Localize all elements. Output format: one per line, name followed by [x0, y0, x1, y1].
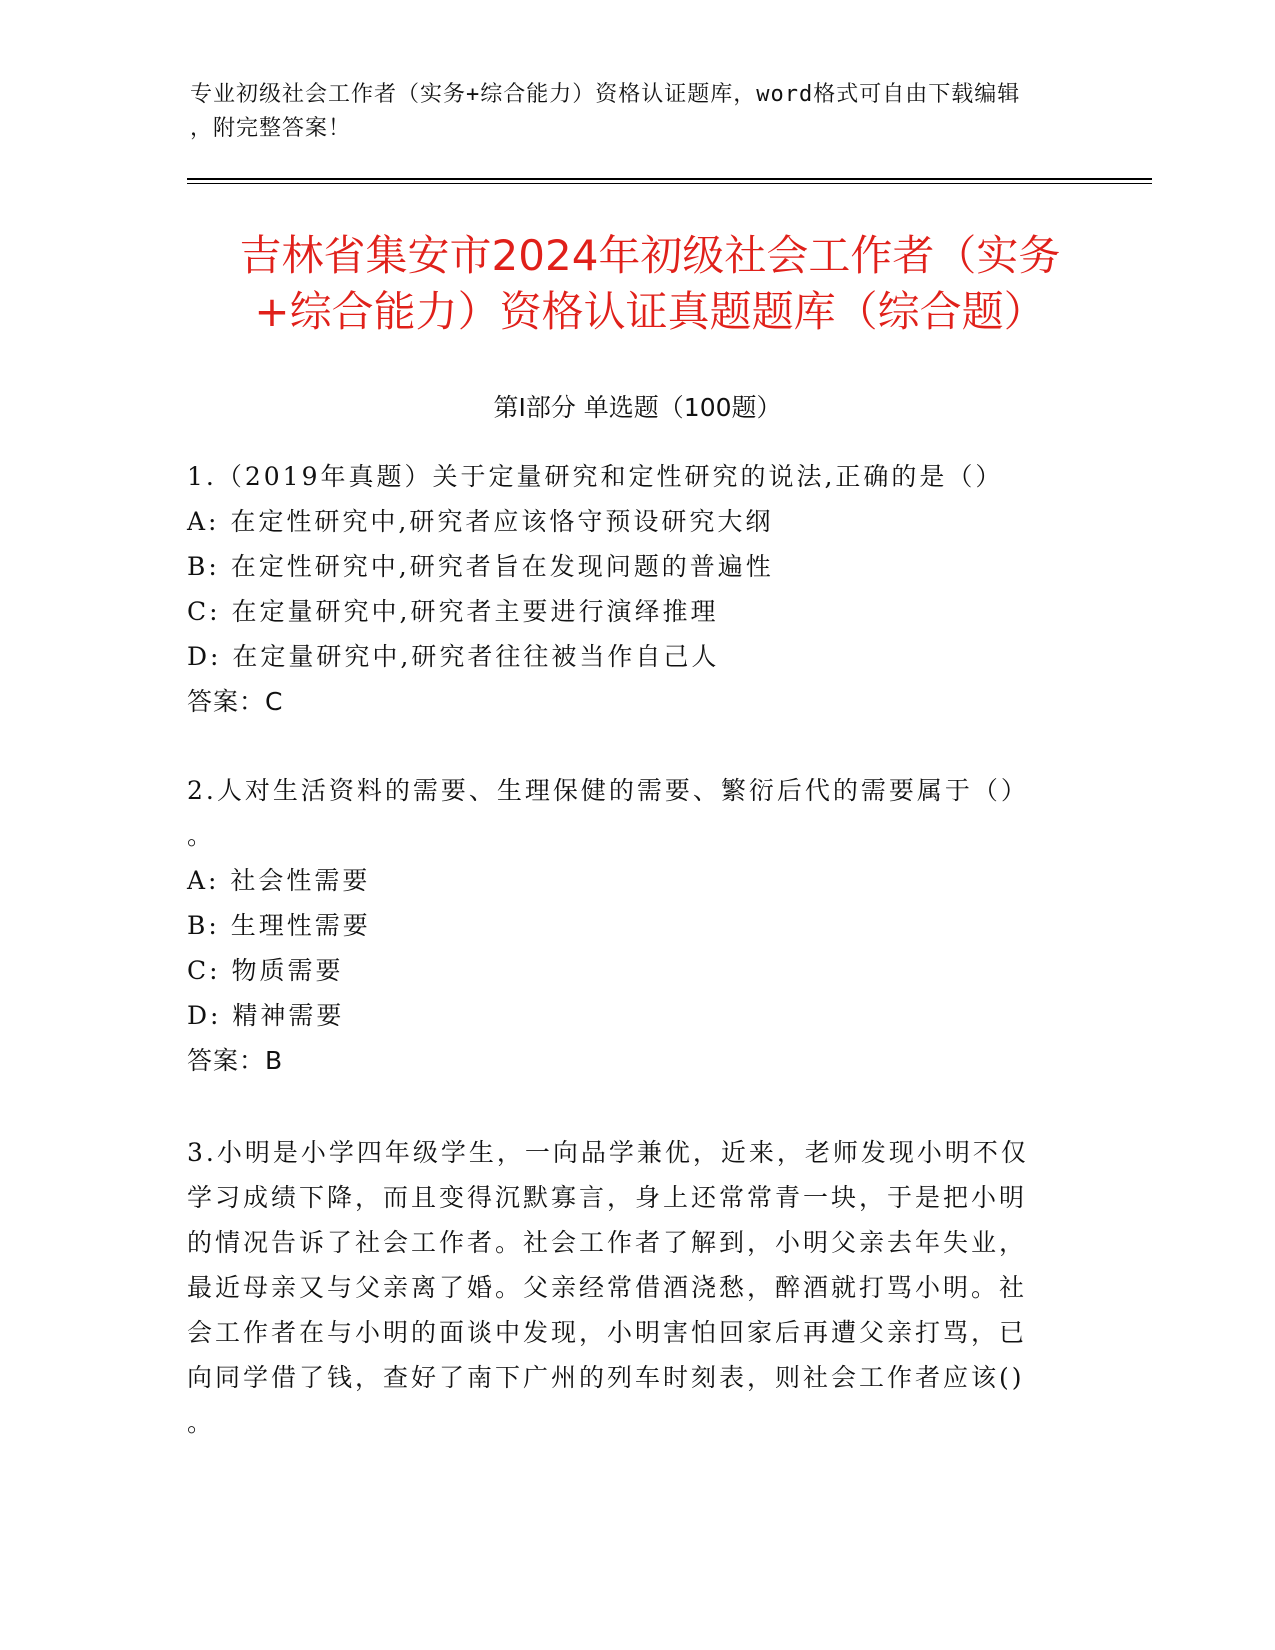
option-d: D: 精神需要 [187, 1001, 345, 1030]
option-b: B: 在定性研究中,研究者旨在发现问题的普遍性 [187, 552, 774, 581]
question-stem-line: 的情况告诉了社会工作者。社会工作者了解到，小明父亲去年失业， [187, 1228, 1028, 1257]
option-b: B: 生理性需要 [187, 911, 371, 940]
question-stem-line: 最近母亲又与父亲离了婚。父亲经常借酒浇愁，醉酒就打骂小明。社 [187, 1273, 1028, 1302]
document-title [180, 228, 1120, 340]
question-stem-line: 。 [187, 821, 216, 850]
question-3 [187, 1130, 1077, 1445]
header-note [190, 78, 1090, 146]
answer: 答案：C [187, 687, 284, 716]
header-note-line2: ，附完整答案！ [190, 116, 352, 141]
question-stem-line: 向同学借了钱，查好了南下广州的列车时刻表，则社会工作者应该() [187, 1363, 1025, 1392]
option-d: D: 在定量研究中,研究者往往被当作自己人 [187, 642, 720, 671]
header-divider-thick [187, 178, 1152, 180]
answer: 答案：B [187, 1046, 284, 1075]
question-stem-line: 会工作者在与小明的面谈中发现，小明害怕回家后再遭父亲打骂，已 [187, 1318, 1028, 1347]
question-1 [187, 454, 1077, 724]
header-divider-thin [187, 183, 1152, 184]
option-c: C: 在定量研究中,研究者主要进行演绎推理 [187, 597, 719, 626]
section-heading: 第Ⅰ部分 单选题（100题） [493, 393, 782, 422]
option-c: C: 物质需要 [187, 956, 344, 985]
question-stem-line: 2.人对生活资料的需要、生理保健的需要、繁衍后代的需要属于（） [187, 776, 1029, 805]
option-a: A: 在定性研究中,研究者应该恪守预设研究大纲 [187, 507, 774, 536]
question-stem-line: 。 [187, 1408, 216, 1437]
option-a: A: 社会性需要 [187, 866, 371, 895]
document-title-line2: +综合能力）资格认证真题题库（综合题） [254, 287, 1046, 336]
header-note-line1: 专业初级社会工作者（实务+综合能力）资格认证题库，word格式可自由下载编辑 [190, 82, 1021, 107]
question-stem-line: 3.小明是小学四年级学生，一向品学兼优，近来，老师发现小明不仅 [187, 1138, 1029, 1167]
question-stem: 1.（2019年真题）关于定量研究和定性研究的说法,正确的是（） [187, 462, 1004, 491]
question-2 [187, 768, 1077, 1083]
question-stem-line: 学习成绩下降，而且变得沉默寡言，身上还常常青一块，于是把小明 [187, 1183, 1028, 1212]
document-title-line1: 吉林省集安市2024年初级社会工作者（实务 [239, 231, 1061, 280]
